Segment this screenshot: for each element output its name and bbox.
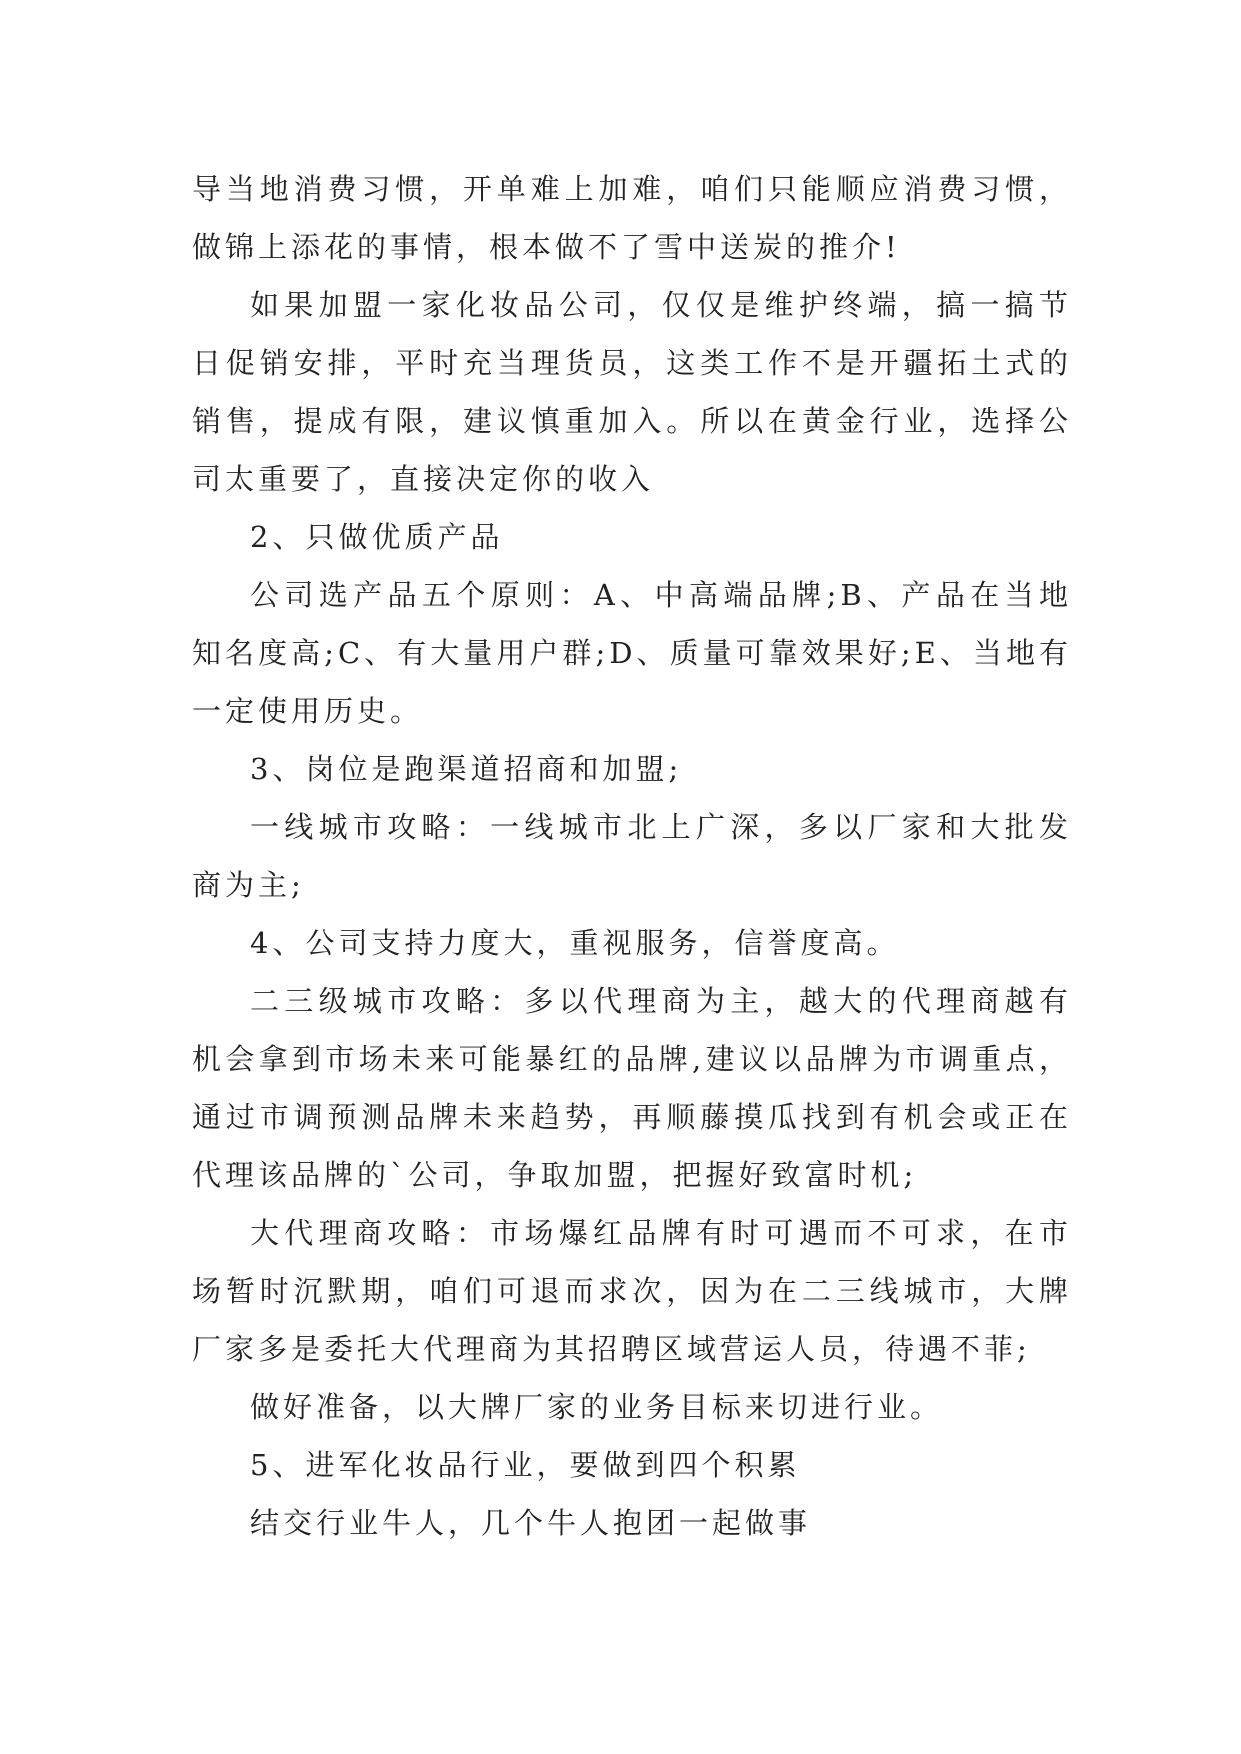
section-heading-2: 2、只做优质产品 [250, 520, 504, 554]
paragraph: 做好准备，以大牌厂家的业务目标来切进行业。 [250, 1390, 944, 1424]
paragraph: 大代理商攻略：市场爆红品牌有时可遇而不可求，在市场暂时沉默期，咱们可退而求次，因为在二三线城市，大牌厂家多是委托大代理商为其招聘区域营运人员，待遇不菲; [192, 1216, 1072, 1366]
section-heading-5: 5、进军化妆品行业，要做到四个积累 [250, 1448, 801, 1482]
paragraph: 如果加盟一家化妆品公司，仅仅是维护终端，搞一搞节日促销安排，平时充当理货员，这类工作不是开疆拓土式的销售，提成有限，建议慎重加入。所以在黄金行业，选择公司太重要了，直接决定你的收入 [192, 288, 1072, 496]
section-heading-4: 4、公司支持力度大，重视服务，信誉度高。 [250, 926, 900, 960]
paragraph: 结交行业牛人，几个牛人抱团一起做事 [250, 1506, 812, 1540]
document-body [192, 160, 1072, 1552]
paragraph-continuation: 导当地消费习惯，开单难上加难，咱们只能顺应消费习惯，做锦上添花的事情，根本做不了雪中送炭的推介! [192, 172, 1072, 264]
section-heading-3: 3、岗位是跑渠道招商和加盟; [250, 752, 683, 786]
paragraph: 公司选产品五个原则：A、中高端品牌;B、产品在当地知名度高;C、有大量用户群;D、质量可靠效果好;E、当地有一定使用历史。 [192, 578, 1072, 728]
paragraph: 一线城市攻略：一线城市北上广深，多以厂家和大批发商为主; [192, 810, 1072, 902]
paragraph: 二三级城市攻略：多以代理商为主，越大的代理商越有机会拿到市场未来可能暴红的品牌,建议以品牌为市调重点，通过市调预测品牌未来趋势，再顺藤摸瓜找到有机会或正在代理该品牌的`公司，争取加盟，把握好致富时机; [192, 984, 1072, 1192]
